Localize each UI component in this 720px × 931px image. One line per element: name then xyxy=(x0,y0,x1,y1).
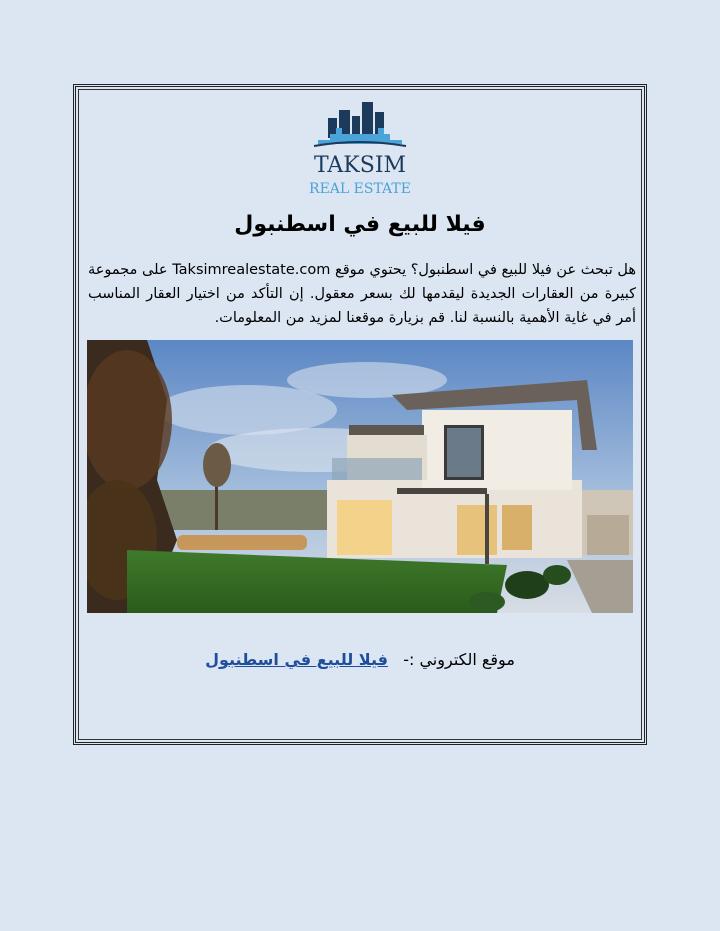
logo-line2: REAL ESTATE xyxy=(309,181,411,197)
description-paragraph: هل تبحث عن فيلا للبيع في اسطنبول؟ يحتوي موقع Taksimrealestate.com على مجموعة كبيرة من العقارات الجديدة ليقدمها لك بسعر معقول. إن التأكد من اختيار العقار المناسب أمر في غاية الأهمية بالنسبة لنا. قم بزيارة موقعنا لمزيد من المعلومات. xyxy=(88,262,636,326)
website-line xyxy=(100,650,620,669)
website-label: موقع الكتروني :- xyxy=(403,650,515,669)
page-title: فيلا للبيع في اسطنبول xyxy=(234,212,486,237)
taksim-logo xyxy=(300,94,420,204)
website-link[interactable]: فيلا للبيع في اسطنبول xyxy=(205,650,388,669)
building-logo-icon xyxy=(300,94,420,204)
logo-line1: TAKSIM xyxy=(313,153,407,178)
villa-photo xyxy=(87,340,633,613)
